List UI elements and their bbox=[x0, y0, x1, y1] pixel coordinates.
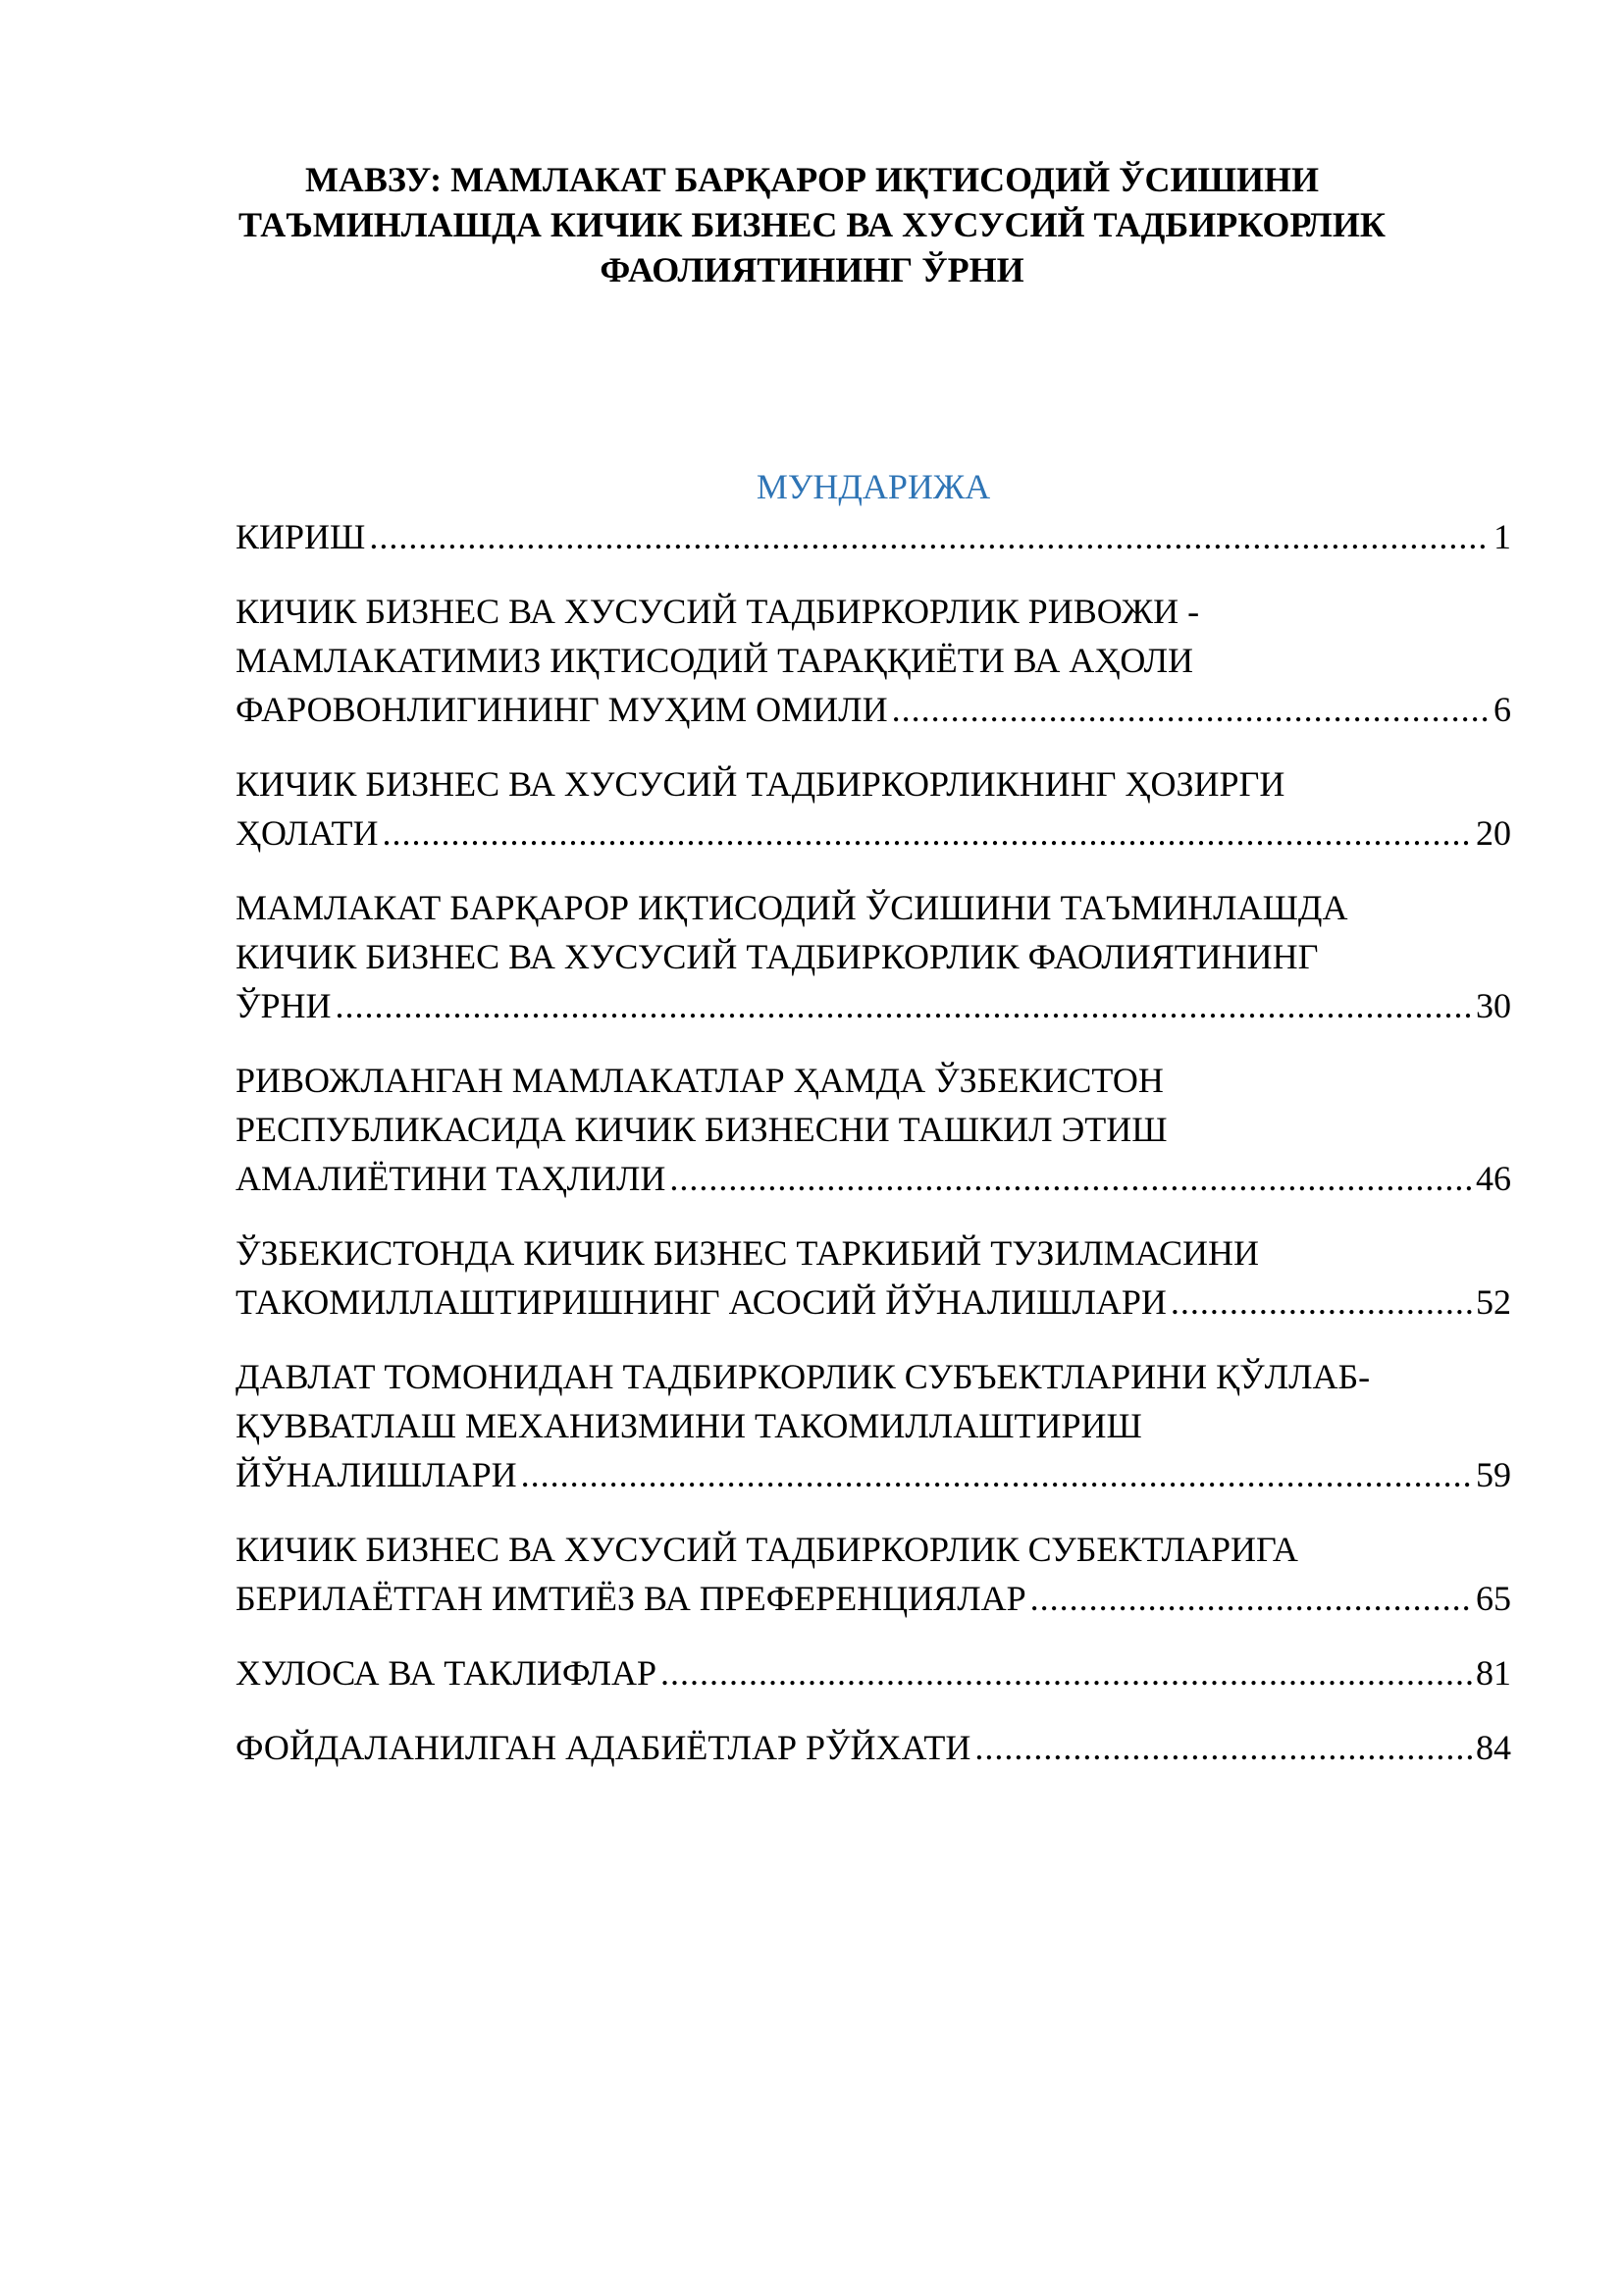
toc-entry-chapter-1[interactable] bbox=[236, 587, 1511, 734]
toc-page-number: 65 bbox=[1476, 1579, 1511, 1618]
toc-entry-title-line: ҚУВВАТЛАШ МЕХАНИЗМИНИ ТАКОМИЛЛАШТИРИШ bbox=[236, 1406, 1142, 1445]
toc-page-number: 20 bbox=[1476, 813, 1511, 853]
toc-page-number: 52 bbox=[1476, 1282, 1511, 1322]
toc-page-number: 81 bbox=[1476, 1653, 1511, 1693]
document-title-line: ФАОЛИЯТИНИНГ ЎРНИ bbox=[600, 250, 1024, 289]
document-title bbox=[196, 157, 1428, 292]
toc-entry-title: ТАКОМИЛЛАШТИРИШНИНГ АСОСИЙ ЙЎНАЛИШЛАРИ bbox=[236, 1282, 1167, 1322]
toc-entry-title: БЕРИЛАЁТГАН ИМТИЁЗ ВА ПРЕФЕРЕНЦИЯЛАР bbox=[236, 1579, 1026, 1618]
toc-entry-conclusion[interactable] bbox=[236, 1648, 1511, 1697]
toc-page-number: 59 bbox=[1476, 1455, 1511, 1494]
toc-entry-title-line: ДАВЛАТ ТОМОНИДАН ТАДБИРКОРЛИК СУБЪЕКТЛАРИНИ ҚЎЛЛАБ- bbox=[236, 1357, 1371, 1396]
toc-entry-title-line: МАМЛАКАТИМИЗ ИҚТИСОДИЙ ТАРАҚҚИЁТИ ВА АҲОЛИ bbox=[236, 641, 1194, 680]
toc-dot-leader bbox=[1030, 1574, 1472, 1623]
toc-entry-title: ЎРНИ bbox=[236, 986, 332, 1025]
toc-entry-title-line: КИЧИК БИЗНЕС ВА ХУСУСИЙ ТАДБИРКОРЛИК ФАОЛИЯТИНИНГ bbox=[236, 937, 1319, 976]
toc-entry-title: ЙЎНАЛИШЛАРИ bbox=[236, 1455, 517, 1494]
toc-dot-leader bbox=[369, 512, 1490, 561]
toc-entry-title: ФОЙДАЛАНИЛГАН АДАБИЁТЛАР РЎЙХАТИ bbox=[236, 1728, 971, 1767]
toc-entry-references[interactable] bbox=[236, 1723, 1511, 1772]
toc-entry-chapter-7[interactable] bbox=[236, 1525, 1511, 1623]
toc-dot-leader bbox=[974, 1723, 1472, 1772]
toc-entry-title-line: КИЧИК БИЗНЕС ВА ХУСУСИЙ ТАДБИРКОРЛИК СУБЕКТЛАРИГА bbox=[236, 1530, 1298, 1569]
toc-entry-title-line: КИЧИК БИЗНЕС ВА ХУСУСИЙ ТАДБИРКОРЛИКНИНГ ҲОЗИРГИ bbox=[236, 764, 1285, 804]
toc-entry-title: ҲОЛАТИ bbox=[236, 813, 379, 853]
toc-entry-title: КИРИШ bbox=[236, 517, 366, 556]
toc-entry-title: ФАРОВОНЛИГИНИНГ МУҲИМ ОМИЛИ bbox=[236, 690, 888, 729]
toc-page-number: 30 bbox=[1476, 986, 1511, 1025]
toc-entry-chapter-6[interactable] bbox=[236, 1352, 1511, 1499]
toc-dot-leader bbox=[892, 685, 1490, 734]
table-of-contents bbox=[236, 512, 1511, 1772]
toc-entry-title-line: КИЧИК БИЗНЕС ВА ХУСУСИЙ ТАДБИРКОРЛИК РИВОЖИ - bbox=[236, 592, 1200, 631]
document-title-line: МАВЗУ: МАМЛАКАТ БАРҚАРОР ИҚТИСОДИЙ ЎСИШИНИ bbox=[304, 160, 1320, 199]
toc-dot-leader bbox=[660, 1648, 1472, 1697]
toc-entry-title-line: ЎЗБЕКИСТОНДА КИЧИК БИЗНЕС ТАРКИБИЙ ТУЗИЛМАСИНИ bbox=[236, 1233, 1259, 1273]
toc-entry-chapter-2[interactable] bbox=[236, 759, 1511, 858]
toc-page-number: 84 bbox=[1476, 1728, 1511, 1767]
toc-dot-leader bbox=[521, 1450, 1472, 1499]
toc-dot-leader bbox=[336, 981, 1472, 1030]
toc-page-number: 6 bbox=[1493, 690, 1511, 729]
toc-entry-title-line: МАМЛАКАТ БАРҚАРОР ИҚТИСОДИЙ ЎСИШИНИ ТАЪМИНЛАШДА bbox=[236, 888, 1348, 927]
toc-entry-title-line: РЕСПУБЛИКАСИДА КИЧИК БИЗНЕСНИ ТАШКИЛ ЭТИШ bbox=[236, 1110, 1168, 1149]
toc-entry-title: ХУЛОСА ВА ТАКЛИФЛАР bbox=[236, 1653, 657, 1693]
toc-entry-chapter-5[interactable] bbox=[236, 1228, 1511, 1327]
toc-entry-chapter-4[interactable] bbox=[236, 1056, 1511, 1203]
toc-dot-leader bbox=[669, 1154, 1472, 1203]
toc-heading: МУНДАРИЖА bbox=[756, 467, 991, 506]
toc-page-number: 46 bbox=[1476, 1159, 1511, 1198]
toc-page-number: 1 bbox=[1493, 517, 1511, 556]
toc-entry-title: АМАЛИЁТИНИ ТАҲЛИЛИ bbox=[236, 1159, 666, 1198]
toc-entry-chapter-3[interactable] bbox=[236, 883, 1511, 1030]
toc-dot-leader bbox=[382, 808, 1472, 858]
document-title-line: ТАЪМИНЛАШДА КИЧИК БИЗНЕС ВА ХУСУСИЙ ТАДБИРКОРЛИК bbox=[238, 205, 1386, 244]
toc-entry-introduction[interactable] bbox=[236, 512, 1511, 561]
toc-entry-title-line: РИВОЖЛАНГАН МАМЛАКАТЛАР ҲАМДА ЎЗБЕКИСТОН bbox=[236, 1061, 1164, 1100]
toc-dot-leader bbox=[1171, 1278, 1472, 1327]
